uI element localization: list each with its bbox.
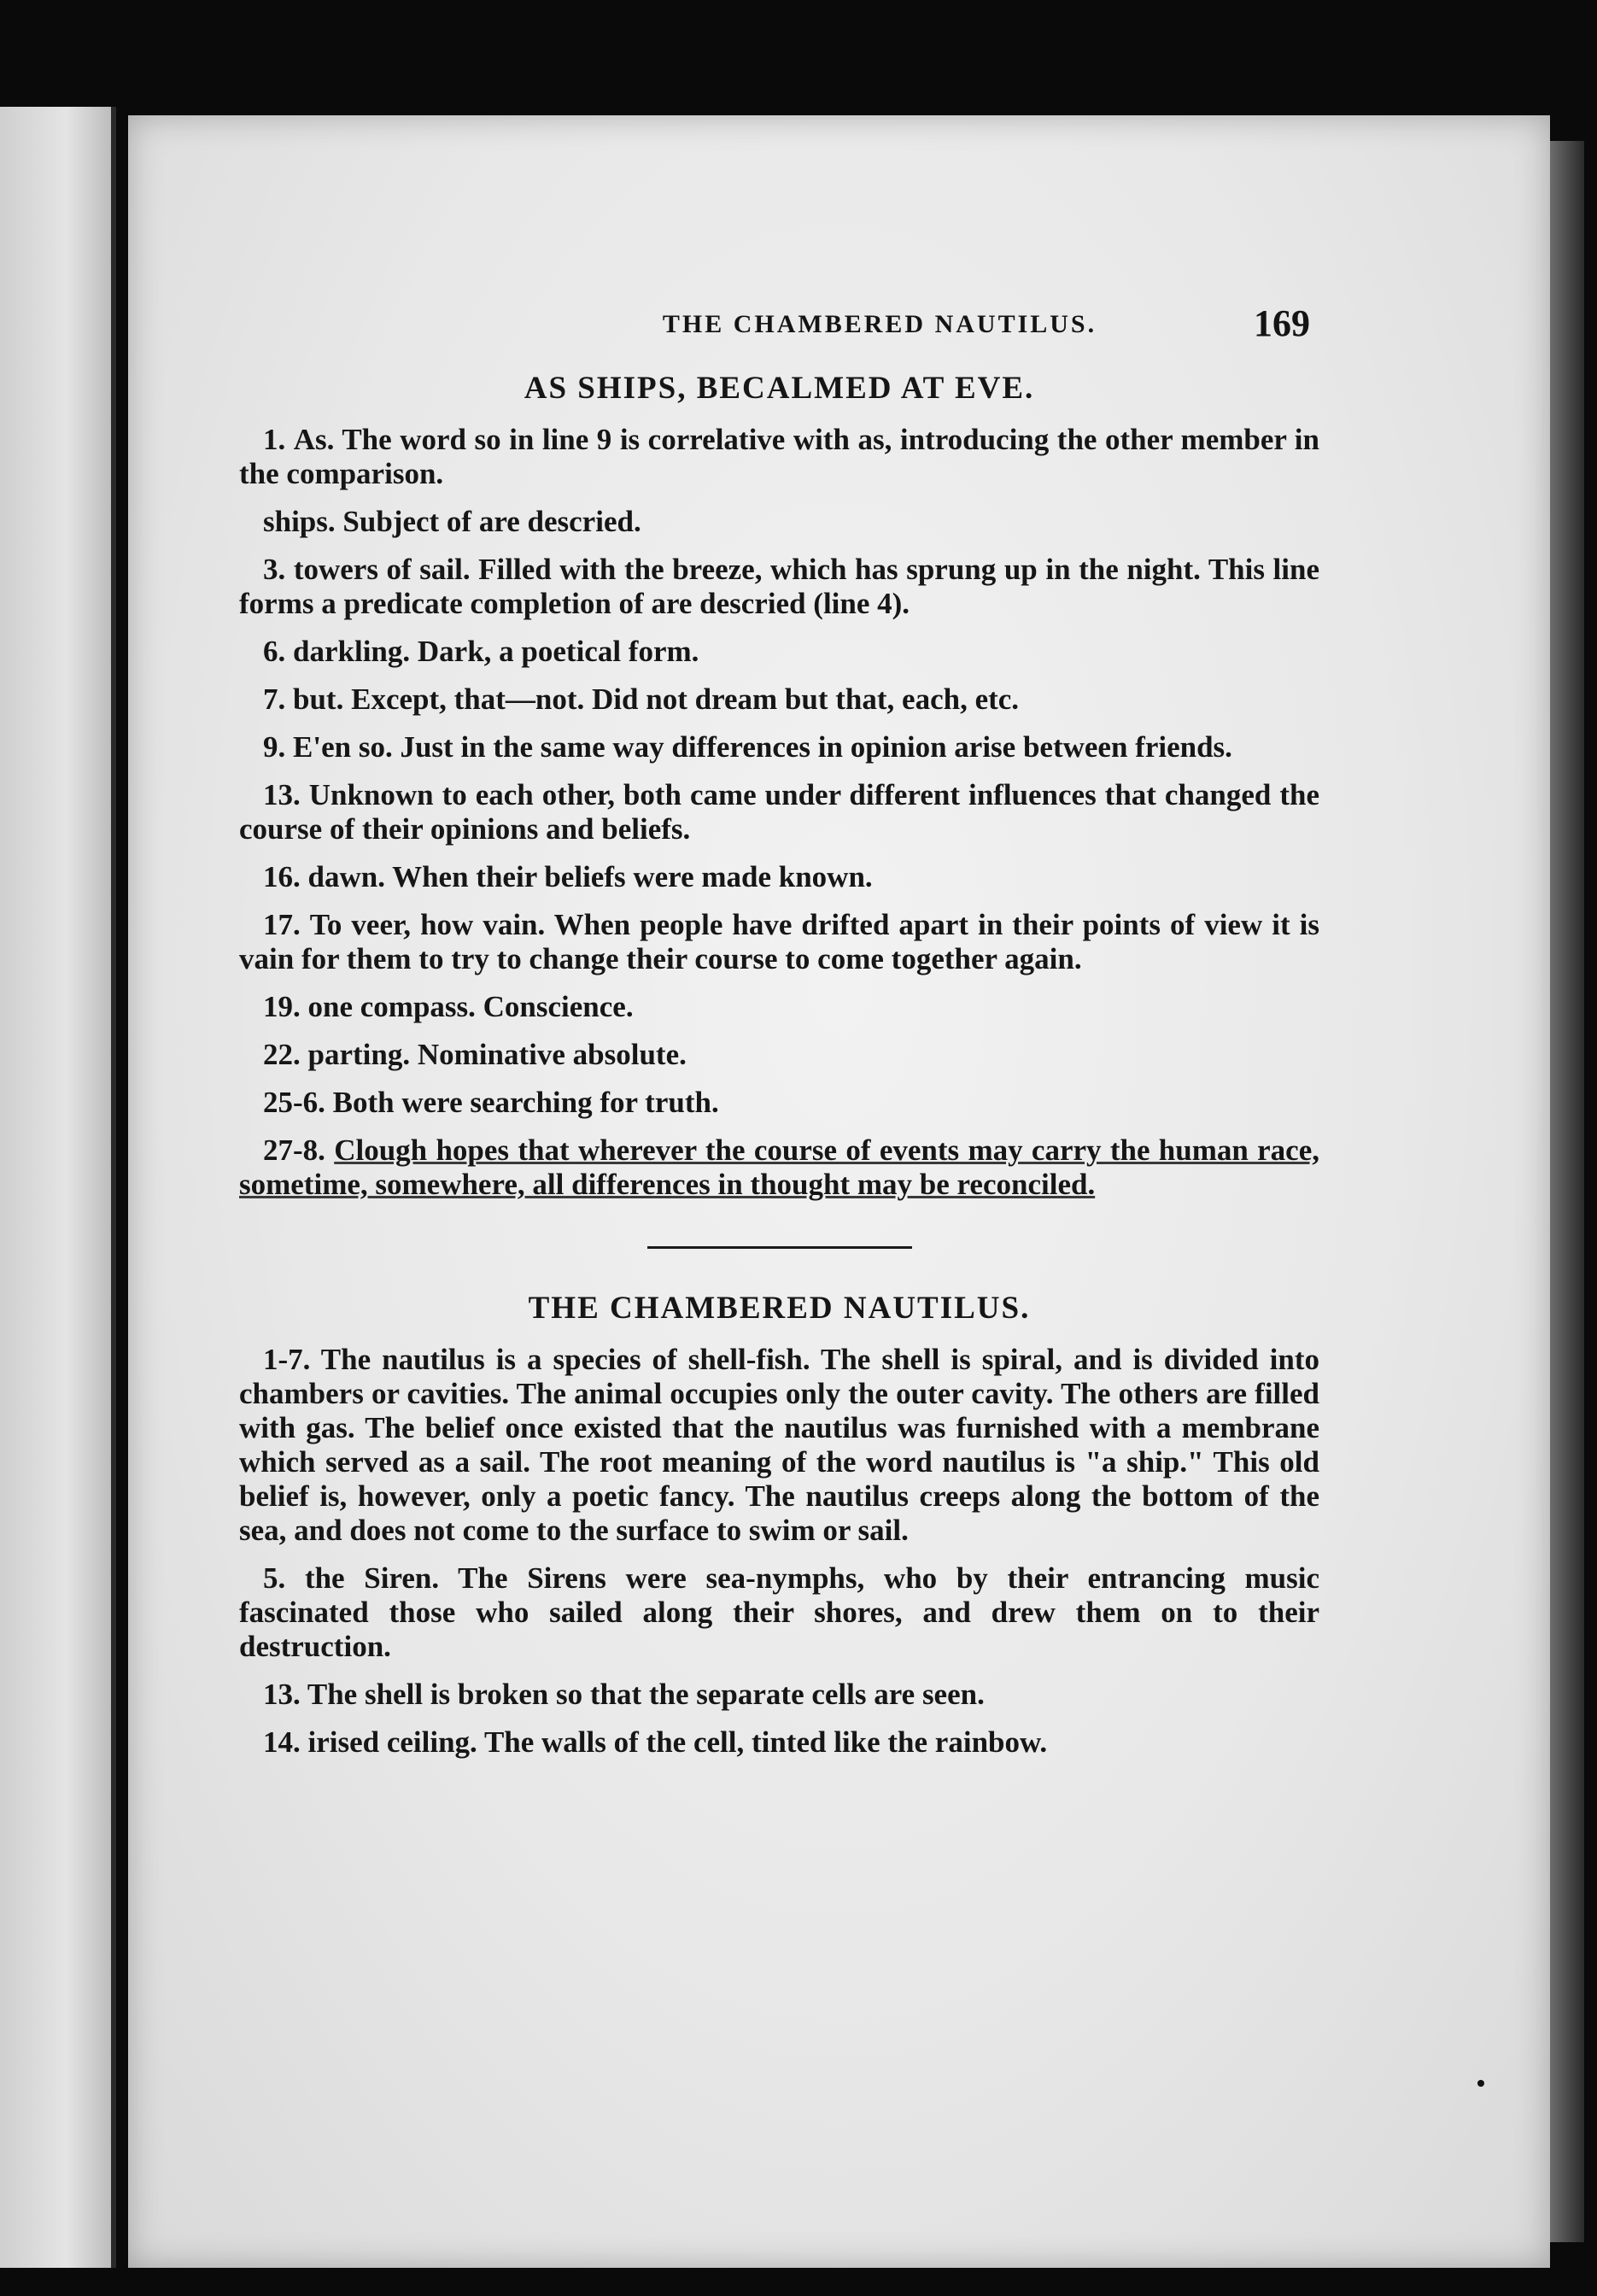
page-content [239,372,1319,1773]
notes-nautilus [239,1343,1319,1760]
running-head: THE CHAMBERED NAUTILUS. [662,310,1097,338]
note-keyword: dawn. [307,860,385,893]
note-paragraph [239,1133,1319,1202]
note-text: The shell is broken so that the separate cells are seen. [307,1678,985,1711]
note-text: When people have drifted apart in their points of view it is vain for them to try to change their course to come together again. [239,908,1319,975]
note-paragraph [239,1086,1319,1120]
note-line-number: 1-7. [263,1343,311,1376]
note-text: The Sirens were sea-nymphs, who by their entrancing music fascinated those who sailed along their shores, and drew them on to their destruction. [239,1561,1320,1663]
note-line-number: 1. [263,423,286,456]
note-text: Clough hopes that wherever the course of events may carry the human race, sometime, somewhere, all differences in thought may be reconciled. [239,1133,1319,1201]
note-paragraph [239,1561,1319,1664]
note-paragraph [239,908,1319,976]
notes-ships [239,423,1319,1202]
note-paragraph [239,553,1319,621]
note-text: Unknown to each other, both came under different influences that changed the course of their opinions and beliefs. [239,778,1320,846]
note-line-number: 7. [263,682,286,716]
note-keyword: but. [293,682,344,716]
ink-speck [1477,2080,1484,2087]
note-line-number: 14. [263,1725,301,1759]
section-title-nautilus: THE CHAMBERED NAUTILUS. [528,1291,1031,1326]
note-text: Dark, a poetical form. [417,635,699,668]
page-number: 169 [1254,302,1310,344]
note-text: Both were searching for truth. [332,1086,719,1119]
note-line-number: 5. [263,1561,286,1595]
note-line-number: 9. [263,730,286,764]
note-keyword: ships. [263,505,336,538]
note-line-number: 19. [263,990,301,1023]
note-paragraph [239,1343,1319,1548]
note-text: Except, that—not. Did not dream but that, each, etc. [351,682,1020,716]
note-text: The nautilus is a species of shell-fish. The shell is spiral, and is divided into chambers or cavities. The animal occupies only the outer cavity. The others are filled with gas. The belief once existed that the nautilus was furnished with a membrane which served as a sail. The root meaning of the word nautilus is "a ship." This old belief is, however, only a poetic fancy. The nautilus creeps along the bottom of the sea, and does not come to the surface to swim or sail. [239,1343,1319,1547]
note-keyword: irised ceiling. [307,1725,477,1759]
note-keyword: one compass. [307,990,476,1023]
note-text: When their beliefs were made known. [392,860,873,893]
note-paragraph [239,1678,1319,1712]
note-keyword: As. [293,423,335,456]
note-paragraph [239,423,1319,491]
note-keyword: darkling. [293,635,411,668]
note-text: The walls of the cell, tinted like the rainbow. [483,1725,1048,1759]
note-keyword: To veer, how vain. [309,908,546,941]
note-text: Nominative absolute. [417,1038,687,1071]
note-paragraph [239,860,1319,894]
note-line-number: 27-8. [263,1133,325,1167]
note-text: Conscience. [483,990,634,1023]
facing-page-edge [0,107,116,2268]
note-text: Just in the same way differences in opinion arise between friends. [400,730,1232,764]
page-fore-edge [1550,141,1584,2242]
section-divider [647,1246,912,1249]
note-paragraph [239,505,1319,539]
note-keyword: E'en so. [293,730,393,764]
note-text: The word so in line 9 is correlative with as, introducing the other member in the comparison. [239,423,1319,490]
note-keyword: towers of sail. [293,553,471,586]
note-line-number: 13. [263,1678,301,1711]
note-paragraph [239,778,1319,846]
note-text: Filled with the breeze, which has sprung up in the night. This line forms a predicate completion of are descried (line 4). [239,553,1320,620]
note-paragraph [239,682,1319,717]
note-paragraph [239,990,1319,1024]
note-paragraph [239,635,1319,669]
note-keyword: the Siren. [304,1561,440,1595]
book-page [128,115,1550,2268]
note-line-number: 13. [263,778,301,811]
section-title-ships: AS SHIPS, BECALMED AT EVE. [524,371,1035,406]
note-paragraph [239,1038,1319,1072]
note-line-number: 25-6. [263,1086,325,1119]
note-keyword: parting. [307,1038,411,1071]
note-line-number: 6. [263,635,286,668]
note-line-number: 16. [263,860,301,893]
note-line-number: 17. [263,908,301,941]
note-line-number: 3. [263,553,286,586]
note-text: Subject of are descried. [342,505,641,538]
note-paragraph [239,1725,1319,1760]
note-paragraph [239,730,1319,764]
note-line-number: 22. [263,1038,301,1071]
